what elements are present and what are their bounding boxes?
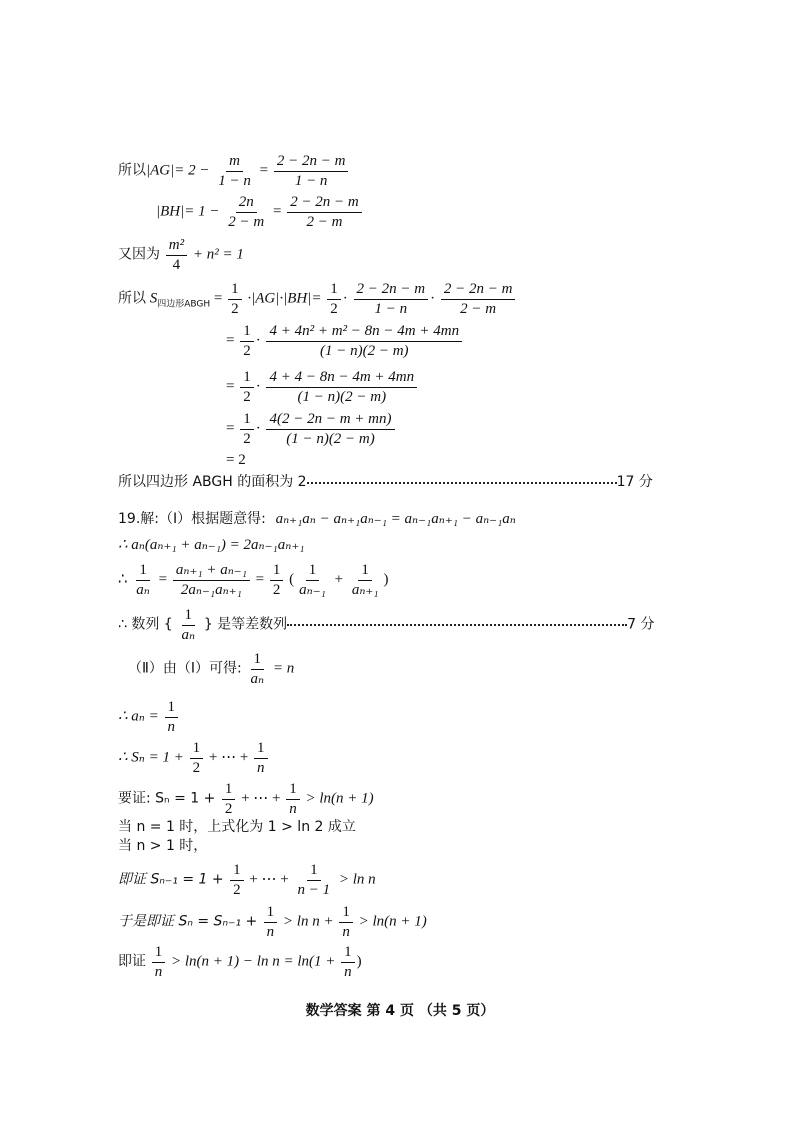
page-footer: 数学答案 第 4 页 （共 5 页） [305,1003,495,1019]
line-step1: = $\frac{1}{2}$ · $\frac{\text{4 + 4n² + m² − 8n − 4m + 4mn}}{(1 - n)(2 - m)}$ [226,322,464,361]
line-condition: 又因为 $\frac{\text{m²}}{4}$ + n² = 1 [118,237,244,273]
line-step3: = $\frac{1}{2}$ · $\frac{4(2 - 2n - m + mn)}{(1 - n)(2 - m)}$ [226,410,397,449]
line-prove: 要证: Sₙ = 1 + $\frac{1}{2}$ + ⋯ + $\frac{1}{n}$ > ln(n + 1) [118,781,374,817]
line-result: = 2 [226,452,246,468]
line-part2: （Ⅱ）由（Ⅰ）可得: $\frac{1}{\text{aₙ}}$ = n [128,651,295,687]
line-q19-step2: ∴ $\frac{1}{\text{aₙ}}$ = $\frac{\text{aₙ₊₁ + aₙ₋₁}}{\text{2aₙ₋₁aₙ₊₁}}$ = $\frac{1}{2}$ ( $\frac{1}{\text{aₙ₋₁}}$ + $\frac{1}{\text{aₙ₊₁}}$ ) [118,562,389,598]
line-prove-final: 即证 $\frac{1}{n}$ > ln(n + 1) − ln n = ln(1 + $\frac{1}{n}$ ) [118,944,362,980]
frac: $\frac{2 - 2n - m}{1 - n}$ [274,152,349,191]
line-bh: |BH|= 1 − $\frac{2n}{2 - m}$ = $\frac{2 - 2n - m}{2 - m}$ [156,193,364,232]
line-step2: = $\frac{1}{2}$ · $\frac{4 + 4 - 8n - 4m + 4mn}{(1 - n)(2 - m)}$ [226,368,419,407]
line-case-n1: 当 n = 1 时，上式化为 1 > ln 2 成立 [118,819,356,835]
line-q19: 19.解:（Ⅰ）根据题意得: aₙ₊₁aₙ − aₙ₊₁aₙ₋₁ = aₙ₋₁aₙ₊₁ − aₙ₋₁aₙ [118,511,516,527]
line-conclusion: 所以四边形 ABGH 的面积为 2 17 分 [118,474,653,490]
line-q19-step1: ∴ aₙ(aₙ₊₁ + aₙ₋₁) = 2aₙ₋₁aₙ₊₁ [118,537,305,553]
line-prove-sn: 于是即证 Sₙ = Sₙ₋₁ + $\frac{1}{n}$ > ln n + $\frac{1}{n}$ > ln(n + 1) [118,904,427,940]
line-case-n-gt-1: 当 n > 1 时， [118,838,208,854]
line-prove-sn-1: 即证 Sₙ₋₁ = 1 + $\frac{1}{2}$ + ⋯ + $\frac{1}{n - 1}$ > ln n [118,862,376,898]
line-sn: ∴ Sₙ = 1 + $\frac{1}{2}$ + ⋯ + $\frac{1}{n}$ [118,739,270,778]
frac: $\frac{m}{1 - n}$ [218,153,251,189]
line-area: 所以 $S_{四边形ABGH}$ = $\frac{1}{2}$ ·|AG|·|BH|= $\frac{1}{2}$ · $\frac{2 - 2n - m}{1 - n}$ · $\frac{2 - 2n - m}{2 - m}$ [118,280,517,319]
line-an: ∴ aₙ = $\frac{1}{n}$ [118,698,180,737]
line-arithmetic: ∴ 数列 { $\frac{1}{\text{aₙ}}$ } 是等差数列 7 分 [118,607,655,643]
line-ag: 所以|AG|= 2 − $\frac{m}{1 - n}$ = $\frac{2 - 2n - m}{1 - n}$ [118,152,350,191]
